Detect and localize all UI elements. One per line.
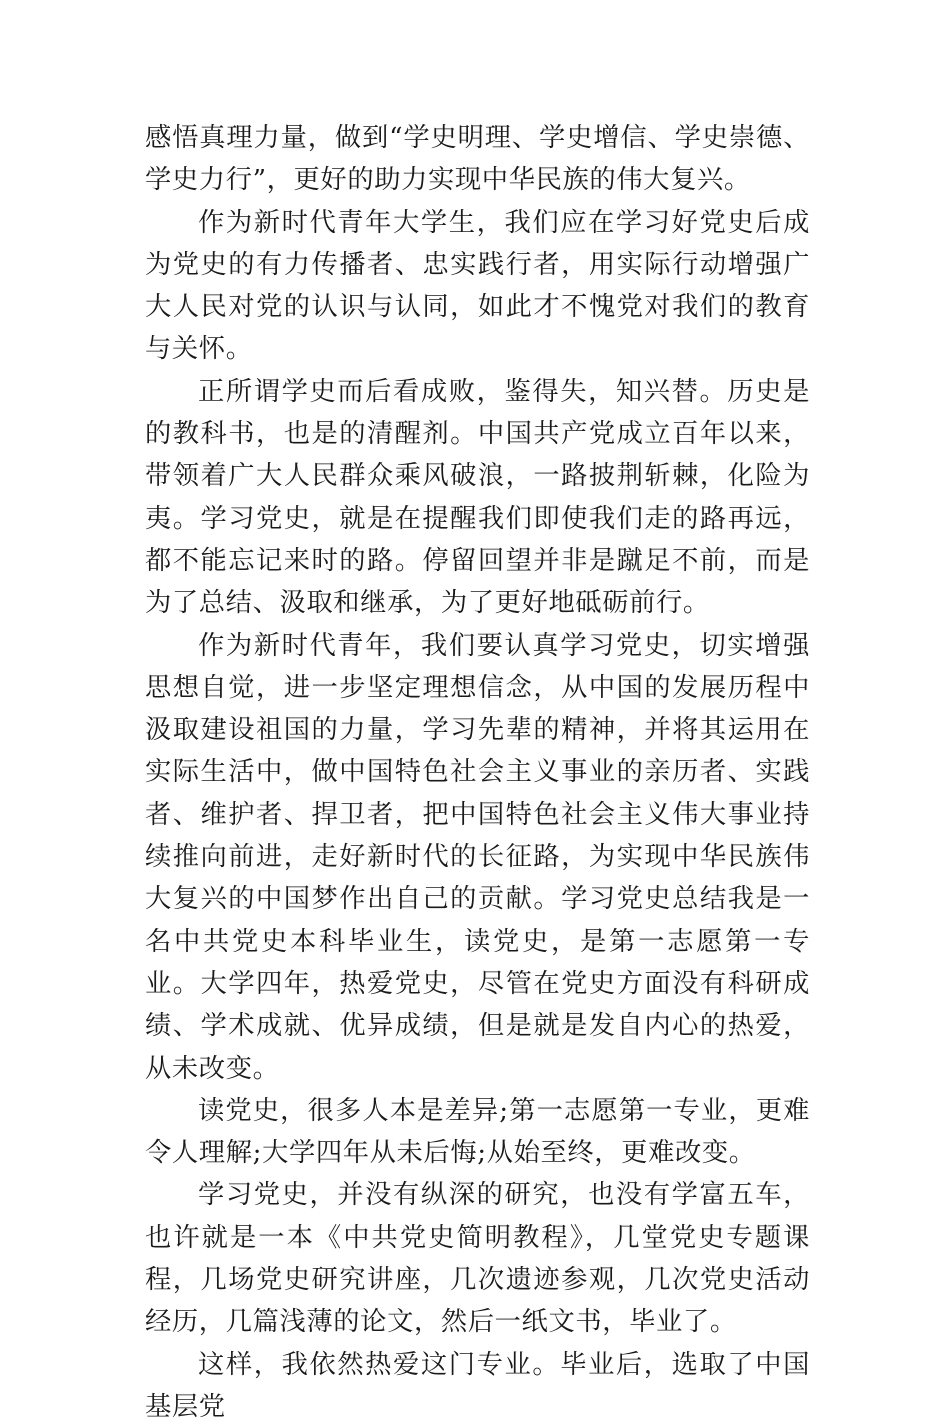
- paragraph-3: 正所谓学史而后看成败，鉴得失，知兴替。历史是的教科书，也是的清醒剂。中国共产党成立百年以来，带领着广大人民群众乘风破浪，一路披荆斩棘，化险为夷。学习党史，就是在提醒我们即使我们走的路再远，都不能忘记来时的路。停留回望并非是蹴足不前，而是为了总结、汲取和继承，为了更好地砥砺前行。: [145, 376, 810, 619]
- paragraph-2: 作为新时代青年大学生，我们应在学习好党史后成为党史的有力传播者、忠实践行者，用实际行动增强广大人民对党的认识与认同，如此才不愧党对我们的教育与关怀。: [145, 207, 810, 365]
- paragraph-6: 学习党史，并没有纵深的研究，也没有学富五车，也许就是一本《中共党史简明教程》，几堂党史专题课程，几场党史研究讲座，几次遗迹参观，几次党史活动经历，几篇浅薄的论文，然后一纸文书，毕业了。: [145, 1180, 810, 1338]
- paragraph-4: 作为新时代青年，我们要认真学习党史，切实增强思想自觉，进一步坚定理想信念，从中国的发展历程中汲取建设祖国的力量，学习先辈的精神，并将其运用在实际生活中，做中国特色社会主义事业的亲历者、实践者、维护者、捍卫者，把中国特色社会主义伟大事业持续推向前进，走好新时代的长征路，为实现中华民族伟大复兴的中国梦作出自己的贡献。学习党史总结我是一名中共党史本科毕业生，读党史，是第一志愿第一专业。大学四年，热爱党史，尽管在党史方面没有科研成绩、学术成就、优异成绩，但是就是发自内心的热爱，从未改变。: [145, 630, 810, 1084]
- paragraph-7: 这样，我依然热爱这门专业。毕业后，选取了中国基层党: [145, 1349, 810, 1422]
- paragraph-1: 感悟真理力量，做到“学史明理、学史增信、学史崇德、学史力行”，更好的助力实现中华民族的伟大复兴。: [145, 123, 810, 196]
- document-page: [145, 117, 810, 1428]
- paragraph-5: 读党史，很多人本是差异;第一志愿第一专业，更难令人理解;大学四年从未后悔;从始至终，更难改变。: [145, 1095, 810, 1169]
